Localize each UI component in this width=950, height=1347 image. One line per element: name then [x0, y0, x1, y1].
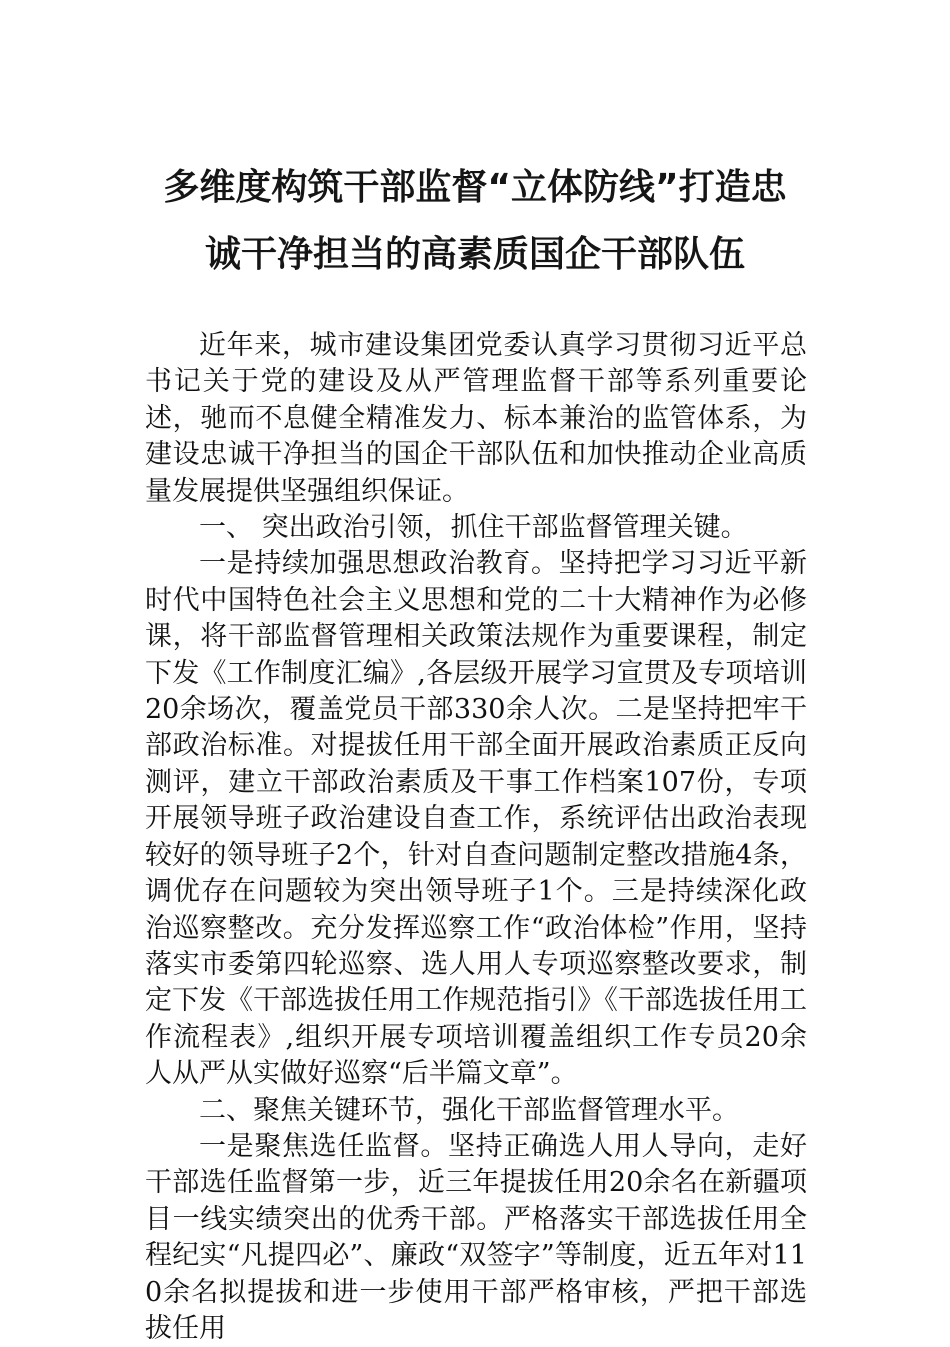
section-1-paragraph: 一是持续加强思想政治教育。坚持把学习习近平新时代中国特色社会主义思想和党的二十大精神作为必修课，将干部监督管理相关政策法规作为重要课程，制定下发《工作制度汇编》,各层级开展学习宣贯及专项培训20余场次，覆盖党员干部330余人次。二是坚持把牢干部政治标准。对提拔任用干部全面开展政治素质正反向测评，建立干部政治素质及干事工作档案107份，专项开展领导班子政治建设自查工作，系统评估出政治表现较好的领导班子2个，针对自查问题制定整改措施4条，调优存在问题较为突出领导班子1个。三是持续深化政治巡察整改。充分发挥巡察工作“政治体检”作用，坚持落实市委第四轮巡察、选人用人专项巡察整改要求，制定下发《干部选拔任用工作规范指引》《干部选拔任用工作流程表》,组织开展专项培训覆盖组织工作专员20余人从严从实做好巡察“后半篇文章”。 — [145, 548, 807, 1090]
section-heading-1: 一、 突出政治引领，抓住干部监督管理关键。 — [199, 512, 748, 544]
section-heading-2: 二、聚焦关键环节，强化干部监督管理水平。 — [199, 1094, 739, 1126]
intro-paragraph: 近年来，城市建设集团党委认真学习贯彻习近平总书记关于党的建设及从严管理监督干部等系列重要论述，驰而不息健全精准发力、标本兼治的监管体系，为建设忠诚干净担当的国企干部队伍和加快推动企业高质量发展提供坚强组织保证。 — [145, 330, 807, 507]
section-2-paragraph: 一是聚焦选任监督。坚持正确选人用人导向，走好干部选任监督第一步，近三年提拔任用20余名在新疆项目一线实绩突出的优秀干部。严格落实干部选拔任用全程纪实“凡提四必”、廉政“双签字”等制度，近五年对110余名拟提拔和进一步使用干部严格审核，严把干部选拔任用 — [145, 1130, 807, 1344]
document-body — [145, 328, 807, 1347]
document-title-line-1: 多维度构筑干部监督“立体防线”打造忠 — [163, 167, 787, 208]
document-title-line-2: 诚干净担当的高素质国企干部队伍 — [204, 234, 745, 275]
